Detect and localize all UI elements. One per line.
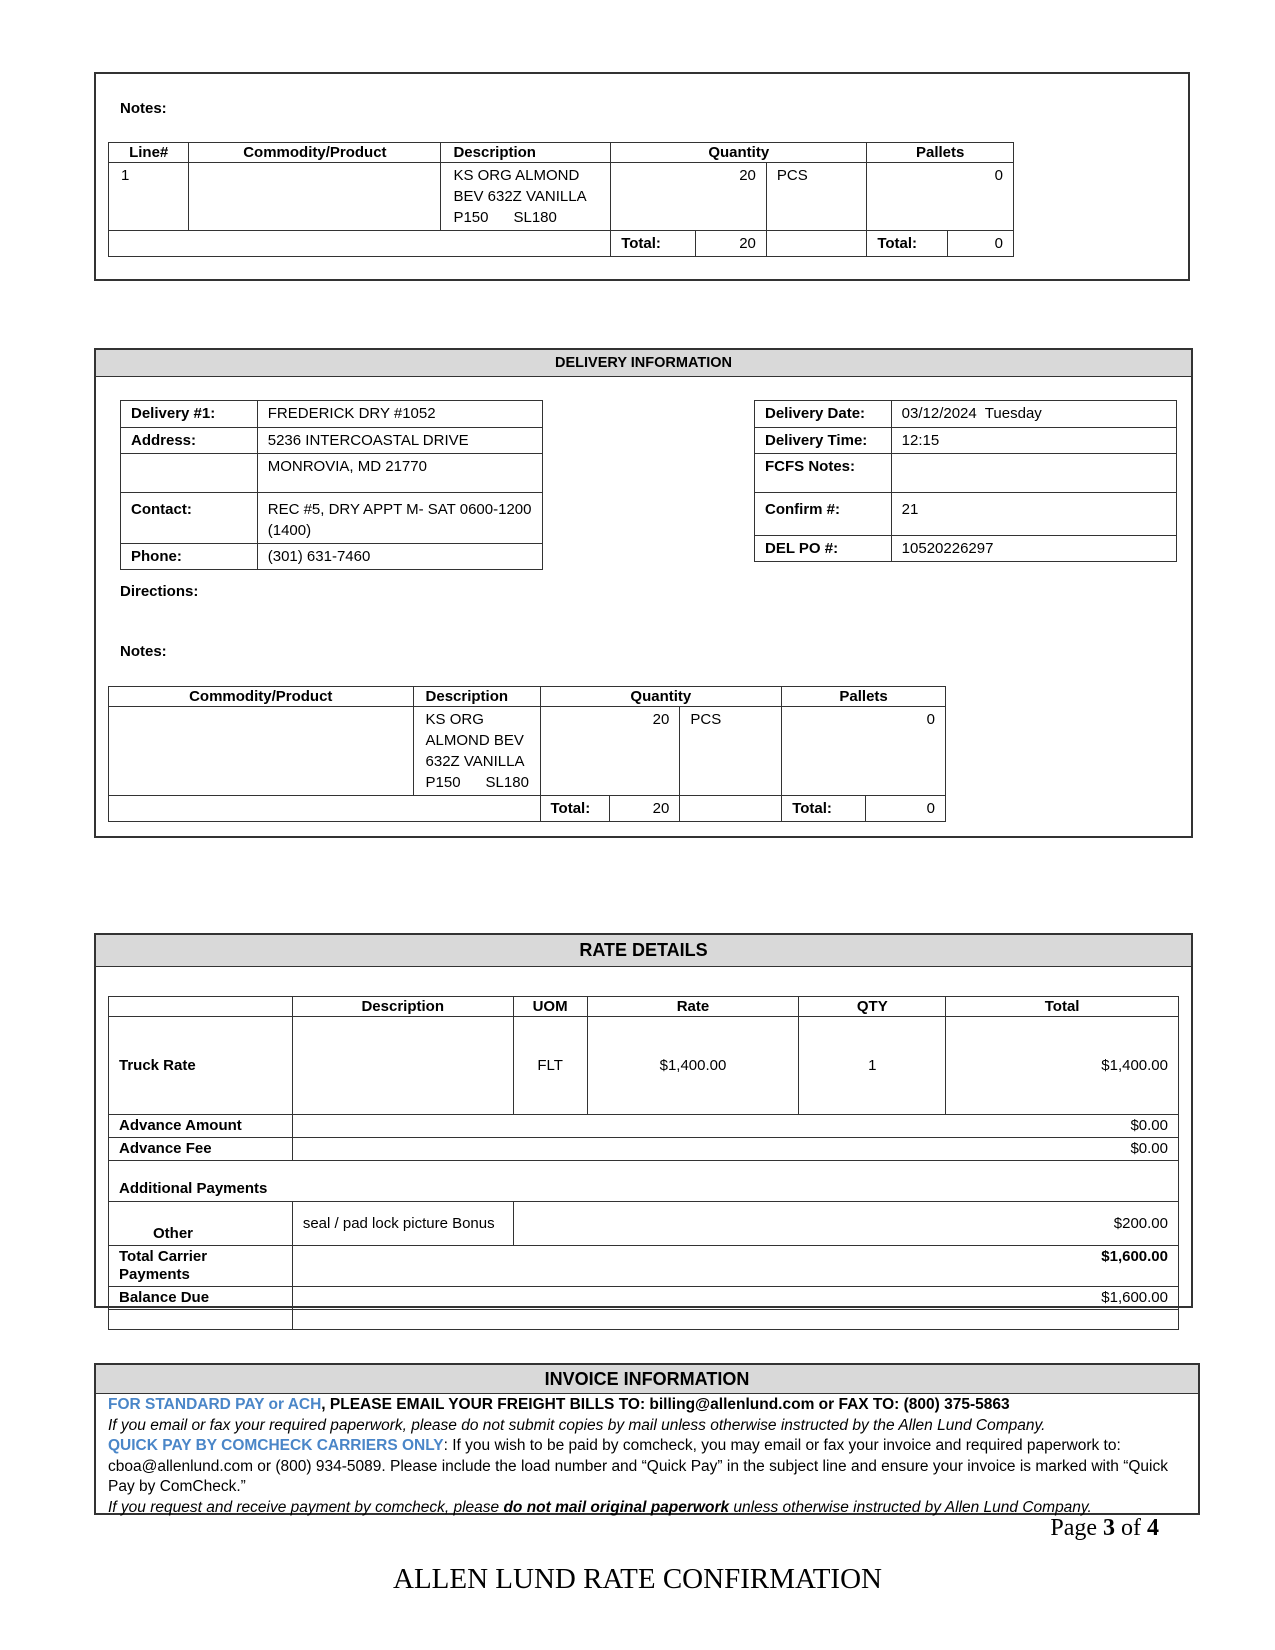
truck-rate-rate: $1,400.00: [587, 1017, 799, 1115]
other-description: seal / pad lock picture Bonus: [292, 1202, 513, 1246]
contact-label: Contact:: [121, 493, 258, 544]
delivery-number-value: FREDERICK DRY #1052: [257, 401, 542, 428]
col-pallets: Pallets: [782, 687, 946, 707]
fcfs-notes-label: FCFS Notes:: [755, 454, 892, 493]
comcheck-text-bold: do not mail original paperwork: [503, 1498, 730, 1516]
delivery-header: DELIVERY INFORMATION: [96, 350, 1191, 377]
invoice-line-comcheck: [108, 1498, 1186, 1519]
description-line: KS ORG: [425, 711, 484, 728]
delivery-section: [94, 348, 1193, 838]
description-cell: [413, 707, 540, 796]
qty-total-value: 20: [610, 796, 680, 822]
description-line: 632Z VANILLA: [425, 753, 525, 770]
confirm-value: 21: [891, 493, 1176, 536]
truck-rate-qty: 1: [799, 1017, 946, 1115]
invoice-section: [94, 1363, 1200, 1515]
comcheck-text-c: unless otherwise instructed by Allen Lund Company.: [729, 1498, 1092, 1516]
commodity-cell: [109, 707, 414, 796]
contact-value: REC #5, DRY APPT M- SAT 0600-1200 (1400): [257, 493, 542, 544]
pickup-section: [94, 72, 1190, 281]
col-uom: UOM: [513, 997, 587, 1017]
advance-fee-value: $0.00: [292, 1138, 1178, 1161]
invoice-line-note: If you email or fax your required paperwork, please do not submit copies by mail unless otherwise instructed by the Allen Lund Company.: [108, 1416, 1046, 1434]
quantity-value: 20: [611, 163, 767, 231]
rate-table-header: [109, 997, 1179, 1017]
advance-fee-label: Advance Fee: [109, 1138, 293, 1161]
quickpay-text: : If you wish to be paid by comcheck, you may email or fax your invoice and required paperwork to: cboa@allenlund.com or (800) 934-5089. Please include the load number and “Quick Pay” in the subject line and ensure your invoice is marked with “Quick Pay by ComCheck.”: [108, 1437, 1168, 1495]
line-number: 1: [109, 163, 189, 231]
delivery-time-value: 12:15: [891, 428, 1176, 454]
additional-payments-label: Additional Payments: [109, 1161, 1179, 1202]
invoice-header: INVOICE INFORMATION: [96, 1365, 1198, 1394]
pallets-value: 0: [782, 707, 946, 796]
delivery-date-value: 03/12/2024 Tuesday: [891, 401, 1176, 428]
total-carrier-value: $1,600.00: [292, 1246, 1178, 1287]
address-line2: MONROVIA, MD 21770: [257, 454, 542, 493]
address-line1: 5236 INTERCOASTAL DRIVE: [257, 428, 542, 454]
delivery-date-label: Delivery Date:: [755, 401, 892, 428]
pickup-commodity-table: [108, 142, 1014, 257]
col-qty: QTY: [799, 997, 946, 1017]
page-current: 3: [1103, 1515, 1115, 1541]
rate-section: [94, 933, 1193, 1308]
blank-cell: [109, 1310, 293, 1330]
table-row: [109, 163, 1014, 231]
col-line: Line#: [109, 143, 189, 163]
blank-cell: [292, 1310, 1178, 1330]
col-charge: [109, 997, 293, 1017]
comcheck-text-a: If you request and receive payment by comcheck, please: [108, 1498, 504, 1516]
description-cell: [441, 163, 611, 231]
description-line: BEV 632Z VANILLA: [453, 188, 587, 205]
truck-rate-description: [292, 1017, 513, 1115]
pallets-total-label: Total:: [867, 231, 947, 257]
delivery-left-table: [120, 400, 543, 570]
advance-amount-row: [109, 1115, 1179, 1138]
delivery-commodity-table: [108, 686, 946, 822]
truck-rate-label: Truck Rate: [109, 1017, 293, 1115]
page-of: of: [1115, 1515, 1147, 1541]
description-line: P150 SL180: [425, 774, 529, 791]
total-carrier-label: Total Carrier Payments: [109, 1246, 293, 1287]
pallets-value: 0: [867, 163, 1014, 231]
quantity-unit: PCS: [766, 163, 866, 231]
col-commodity: Commodity/Product: [109, 687, 414, 707]
col-description: Description: [441, 143, 611, 163]
delivery-right-table: [754, 400, 1177, 562]
col-pallets: Pallets: [867, 143, 1014, 163]
delivery-number-label: Delivery #1:: [121, 401, 258, 428]
additional-payments-row: [109, 1161, 1179, 1202]
invoice-text: [108, 1395, 1186, 1518]
document-title: ALLEN LUND RATE CONFIRMATION: [393, 1563, 882, 1595]
other-label: Other: [109, 1202, 293, 1246]
page-number: [1050, 1515, 1159, 1542]
commodity-cell: [189, 163, 441, 231]
col-quantity: Quantity: [540, 687, 782, 707]
description-line: P150 SL180: [453, 209, 557, 226]
blank-row: [109, 1310, 1179, 1330]
del-po-label: DEL PO #:: [755, 536, 892, 562]
quantity-unit: PCS: [680, 707, 782, 796]
address-blank-label: [121, 454, 258, 493]
total-carrier-row: [109, 1246, 1179, 1287]
qty-total-label: Total:: [540, 796, 610, 822]
col-description: Description: [292, 997, 513, 1017]
pallets-total-value: 0: [866, 796, 946, 822]
pallets-total-value: 0: [947, 231, 1013, 257]
advance-amount-label: Advance Amount: [109, 1115, 293, 1138]
truck-rate-total: $1,400.00: [946, 1017, 1179, 1115]
advance-fee-row: [109, 1138, 1179, 1161]
col-rate: Rate: [587, 997, 799, 1017]
blank-cell: [109, 231, 611, 257]
blank-cell: [680, 796, 782, 822]
pallets-total-label: Total:: [782, 796, 866, 822]
description-line: KS ORG ALMOND: [453, 167, 580, 184]
del-po-value: 10520226297: [891, 536, 1176, 562]
delivery-table-header: [109, 687, 946, 707]
truck-rate-uom: FLT: [513, 1017, 587, 1115]
rate-table: [108, 996, 1179, 1330]
col-quantity: Quantity: [611, 143, 867, 163]
phone-label: Phone:: [121, 544, 258, 570]
col-description: Description: [413, 687, 540, 707]
table-row: [109, 707, 946, 796]
other-value: $200.00: [513, 1202, 1178, 1246]
page-total: 4: [1147, 1515, 1159, 1541]
truck-rate-row: [109, 1017, 1179, 1115]
blank-cell: [766, 231, 866, 257]
fcfs-notes-value: [891, 454, 1176, 493]
pickup-totals-row: [109, 231, 1014, 257]
balance-due-row: [109, 1287, 1179, 1310]
col-total: Total: [946, 997, 1179, 1017]
advance-amount-value: $0.00: [292, 1115, 1178, 1138]
phone-value: (301) 631-7460: [257, 544, 542, 570]
directions-label: Directions:: [120, 583, 199, 600]
blank-cell: [109, 796, 541, 822]
qty-total-label: Total:: [611, 231, 695, 257]
pickup-table-header: [109, 143, 1014, 163]
description-line: ALMOND BEV: [425, 732, 524, 749]
standard-pay-text: , PLEASE EMAIL YOUR FREIGHT BILLS TO: billing@allenlund.com or FAX TO: (800) 375-5863: [321, 1396, 1010, 1413]
invoice-line-quickpay: [108, 1436, 1186, 1498]
col-commodity: Commodity/Product: [189, 143, 441, 163]
delivery-notes-label: Notes:: [120, 643, 167, 660]
delivery-totals-row: [109, 796, 946, 822]
quantity-value: 20: [540, 707, 680, 796]
invoice-line-standard: [108, 1395, 1186, 1416]
quickpay-label: QUICK PAY BY COMCHECK CARRIERS ONLY: [108, 1437, 444, 1454]
pickup-notes-label: Notes:: [120, 100, 167, 117]
confirm-label: Confirm #:: [755, 493, 892, 536]
delivery-time-label: Delivery Time:: [755, 428, 892, 454]
qty-total-value: 20: [695, 231, 766, 257]
page-prefix: Page: [1050, 1515, 1103, 1541]
balance-due-value: $1,600.00: [292, 1287, 1178, 1310]
standard-pay-label: FOR STANDARD PAY or ACH: [108, 1396, 322, 1413]
address-label: Address:: [121, 428, 258, 454]
rate-header: RATE DETAILS: [96, 935, 1191, 967]
balance-due-label: Balance Due: [109, 1287, 293, 1310]
other-payment-row: [109, 1202, 1179, 1246]
